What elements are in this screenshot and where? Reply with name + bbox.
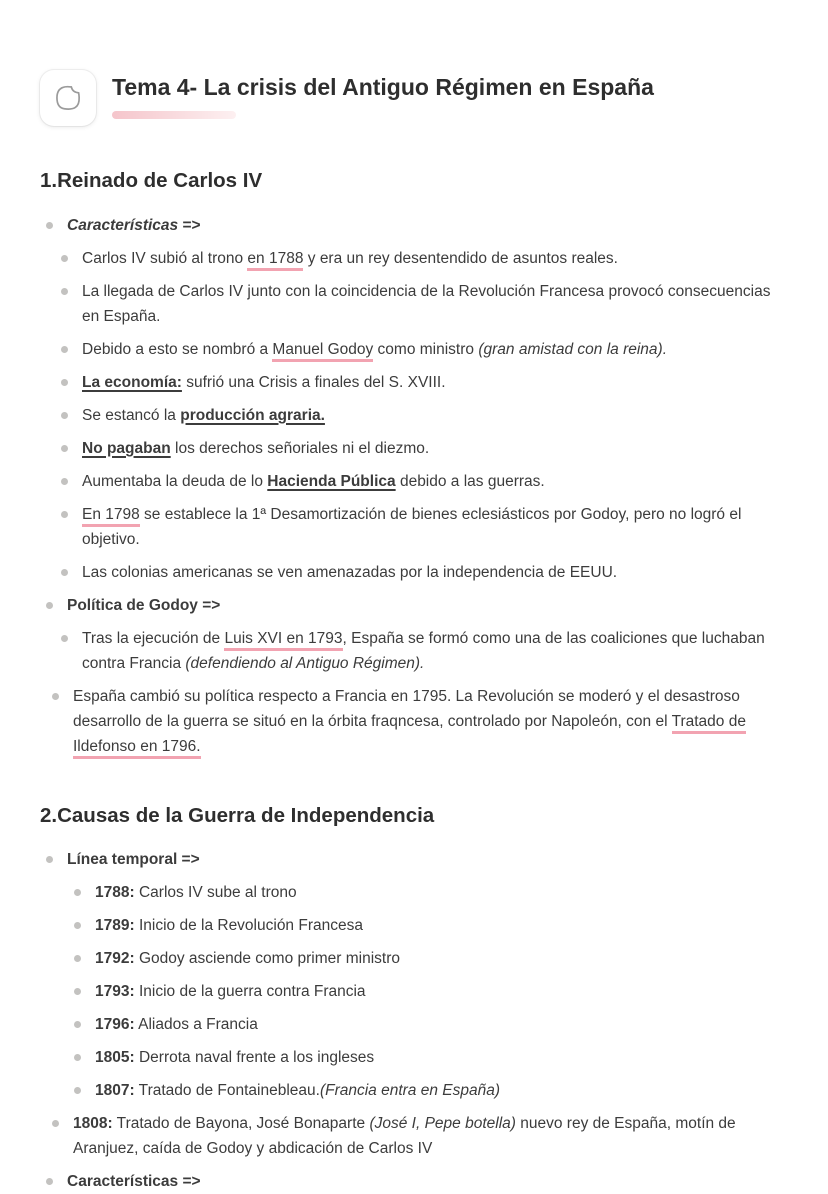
bullet-icon [74,1021,81,1028]
list-item [61,436,784,461]
bullet-icon [61,478,68,485]
list-item-text: 1796: Aliados a Francia [95,1016,258,1034]
list-item [52,1111,784,1161]
page-header [40,70,784,126]
list-item-text: Debido a esto se nombró a Manuel Godoy como ministro (gran amistad con la reina). [82,337,667,362]
list-item-text: 1792: Godoy asciende como primer ministro [95,950,400,968]
bullet-icon [74,955,81,962]
list-item [61,469,784,494]
bullet-icon [61,288,68,295]
list-item-text: No pagaban los derechos señoriales ni el diezmo. [82,439,430,457]
bullet-icon [61,569,68,576]
list-item-text: 1793: Inicio de la guerra contra Francia [95,983,366,1001]
list-item-text: España cambió su política respecto a Francia en 1795. La Revolución se moderó y el desastroso desarrollo de la guerra se situó en la órbita fraqncesa, controlado por Napoleón, con el Tratado de Ildefonso en 1796. [73,684,773,759]
bullet-icon [61,412,68,419]
list-item-text: Características => [67,216,201,234]
list-item [46,213,784,238]
bullet-icon [61,379,68,386]
bullet-icon [46,222,53,229]
list-item [61,370,784,395]
list-item [74,913,784,938]
list-item [74,1045,784,1070]
list-item [46,847,784,872]
list-item [52,684,784,759]
list-item [61,337,784,362]
bullet-icon [61,255,68,262]
list-item [74,880,784,905]
bullet-icon [46,856,53,863]
page-title: Tema 4- La crisis del Antiguo Régimen en España [112,74,654,100]
list-item [74,1078,784,1103]
list-item [61,246,784,271]
bullet-icon [52,1120,59,1127]
list-item-text: Características => [67,1173,201,1191]
list-item [74,946,784,971]
section-causas-guerra [40,803,784,1194]
list-item [61,626,784,676]
bullet-icon [74,988,81,995]
list-item [74,979,784,1004]
list-item [74,1012,784,1037]
bullet-icon [61,635,68,642]
list-item [61,403,784,428]
bullet-icon [46,602,53,609]
list-item-text: Política de Godoy => [67,596,221,614]
list-item-text: 1805: Derrota naval frente a los ingleses [95,1049,375,1067]
list-item-text: En 1798 se establece la 1ª Desamortización de bienes eclesiásticos por Godoy, pero no logró el objetivo. [82,505,742,548]
list-item-text: Las colonias americanas se ven amenazadas por la independencia de EEUU. [82,563,618,581]
list-item [61,560,784,585]
list-item-text: Tras la ejecución de Luis XVI en 1793, España se formó como una de las coaliciones que luchaban contra Francia (defendiendo al Antiguo Régimen). [82,629,765,672]
bullet-icon [61,511,68,518]
list-item-text: 1807: Tratado de Fontainebleau.(Francia entra en España) [95,1082,501,1100]
list-item-text: Carlos IV subió al trono en 1788 y era un rey desentendido de asuntos reales. [82,246,618,271]
page-icon-card [40,70,96,126]
list-item-text: 1789: Inicio de la Revolución Francesa [95,917,363,935]
bullet-icon [74,1087,81,1094]
sticker-page-icon [51,81,85,115]
bullet-icon [52,693,59,700]
list-item [46,593,784,618]
bullet-icon [74,922,81,929]
list-item-text: 1808: Tratado de Bayona, José Bonaparte (José I, Pepe botella) nuevo rey de España, motín de Aranjuez, caída de Godoy y abdicación de Carlos IV [73,1115,736,1158]
bullet-icon [46,1178,53,1185]
title-highlight-bar [112,111,236,119]
bullet-icon [74,1054,81,1061]
list-item-text: Se estancó la producción agraria. [82,406,325,424]
section-heading: 2.Causas de la Guerra de Independencia [40,803,435,827]
section-heading: 1.Reinado de Carlos IV [40,169,263,192]
bullet-list [40,213,784,759]
bullet-list [40,847,784,1194]
bullet-icon [61,445,68,452]
list-item [61,502,784,552]
list-item [46,1169,784,1194]
bullet-icon [74,889,81,896]
list-item-text: Línea temporal => [67,851,200,869]
title-wrap [112,70,654,119]
list-item-text: 1788: Carlos IV sube al trono [95,884,297,902]
section-reinado-carlos-iv [40,168,784,759]
list-item [61,279,784,329]
bullet-icon [61,346,68,353]
list-item-text: La llegada de Carlos IV junto con la coincidencia de la Revolución Francesa provocó consecuencias en España. [82,282,771,325]
list-item-text: La economía: sufrió una Crisis a finales del S. XVIII. [82,373,446,391]
list-item-text: Aumentaba la deuda de lo Hacienda Pública debido a las guerras. [82,472,545,490]
